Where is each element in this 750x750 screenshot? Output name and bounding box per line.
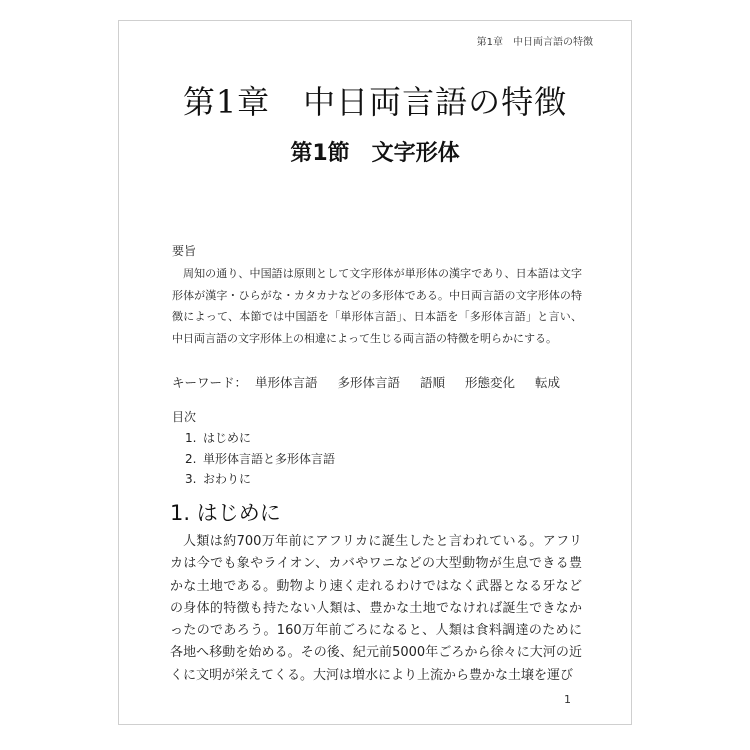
toc-item	[185, 428, 335, 449]
running-header: 第1章 中日両言語の特徴	[476, 37, 593, 48]
keyword: 転成	[535, 375, 561, 390]
keyword: 語順	[420, 375, 446, 390]
keywords-line	[172, 373, 576, 391]
section-title: 第1節 文字形体	[290, 141, 460, 166]
toc-item-number: 3.	[185, 472, 197, 486]
toc-item	[185, 449, 335, 470]
chapter-title: 第1章 中日両言語の特徴	[182, 83, 568, 121]
section-1-body: 人類は約700万年前にアフリカに誕生したと言われている。アフリカは今でも象やライオン、カバやワニなどの大型動物が生息できる豊かな土地である。動物より速く走れるわけではなく武器となる牙などの身体的特徴も持たない人類は、豊かな土地でなければ誕生できなかったのであろう。160万年前ごろになると、人類は食料調達のために各地へ移動を始める。その後、紀元前5000年ごろから徐々に大河の近くに文明が栄えてくる。大河は増水により上流から豊かな土壌を運び	[170, 534, 582, 683]
toc-heading: 目次	[172, 410, 197, 424]
summary-heading: 要旨	[172, 244, 197, 258]
toc-item-number: 2.	[185, 451, 197, 466]
toc-item-label: 単形体言語と多形体言語	[203, 451, 336, 466]
toc-item-label: おわりに	[203, 472, 252, 486]
toc-item-label: はじめに	[203, 431, 252, 445]
toc-list	[185, 428, 335, 490]
keyword: 多形体言語	[337, 375, 401, 390]
keyword: 形態変化	[465, 375, 516, 390]
keywords-label: キーワード：	[172, 375, 248, 390]
toc-item	[185, 469, 335, 490]
toc-item-number: 1.	[185, 431, 197, 445]
keyword: 単形体言語	[255, 375, 318, 390]
summary-body: 周知の通り、中国語は原則として文字形体が単形体の漢字であり、日本語は文字形体が漢字・ひらがな・カタカナなどの多形体である。中日両言語の文字形体の特徴によって、本節では中国語を「単形体言語」、日本語を「多形体言語」と言い、中日両言語の文字形体上の相違によって生じる両言語の特徴を明らかにする。	[172, 267, 582, 345]
section-1-heading: 1. はじめに	[170, 501, 281, 525]
page-number: 1	[564, 693, 571, 706]
document-page	[118, 20, 632, 725]
